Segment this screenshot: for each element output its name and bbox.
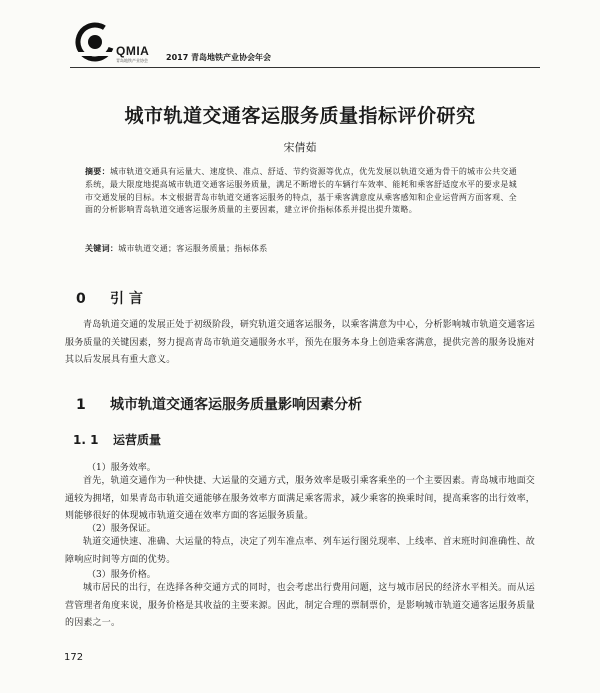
conference-title: 2017 青岛地铁产业协会年会 bbox=[166, 53, 272, 62]
item-3-label: （3）服务价格。 bbox=[87, 570, 156, 580]
item-1-label: （1）服务效率。 bbox=[87, 463, 156, 473]
subsection-number: 1. 1 bbox=[73, 433, 99, 447]
subsection-1-1-heading bbox=[73, 431, 161, 448]
section-title: 城市轨道交通客运服务质量影响因素分析 bbox=[110, 397, 362, 413]
item-3-paragraph: 城市居民的出行，在选择各种交通方式的同时，也会考虑出行费用问题，这与城市居民的经济水平相关。而从运营管理者角度来说，服务价格是其收益的主要来源。因此，制定合理的票制票价，是影响城市轨道交通客运服务质量的因素之一。 bbox=[65, 583, 535, 628]
item-2-label: （2）服务保证。 bbox=[87, 524, 156, 534]
keywords-text: 城市轨道交通；客运服务质量；指标体系 bbox=[118, 244, 268, 253]
keywords-label: 关键词： bbox=[85, 243, 119, 253]
section-0-paragraph: 青岛轨道交通的发展正处于初级阶段，研究轨道交通客运服务，以乘客满意为中心，分析影响城市轨道交通客运服务质量的关键因素，努力提高青岛市轨道交通服务水平，预先在服务本身上创造乘客满意，提供完善的服务设施对其以后发展具有重大意义。 bbox=[65, 320, 535, 365]
abstract bbox=[85, 165, 517, 217]
subsection-title: 运营质量 bbox=[113, 433, 162, 447]
keywords bbox=[85, 243, 517, 254]
qmia-logo-icon bbox=[73, 22, 117, 62]
section-0-heading bbox=[76, 288, 143, 308]
logo-subtitle: 青岛地铁产业协会 bbox=[116, 58, 148, 63]
section-title: 引 言 bbox=[110, 291, 143, 307]
item-2-paragraph: 轨道交通快速、准确、大运量的特点，决定了列车准点率、列车运行图兑现率、上线率、首末班时间准确性、故障响应时间等方面的优势。 bbox=[65, 537, 535, 565]
paper-title: 城市轨道交通客运服务质量指标评价研究 bbox=[124, 105, 476, 127]
item-1-paragraph: 首先，轨道交通作为一种快捷、大运量的交通方式，服务效率是吸引乘客乘坐的一个主要因素。青岛城市地面交通较为拥堵，如果青岛市轨道交通能够在服务效率方面满足乘客需求，减少乘客的换乘时间，提高乘客的出行效率，则能够很好的体现城市轨道交通在效率方面的客运服务质量。 bbox=[65, 476, 535, 521]
section-1-heading bbox=[76, 394, 362, 414]
header-rule bbox=[70, 67, 540, 68]
logo-text: QMIA bbox=[116, 44, 150, 58]
author-name: 宋倩茹 bbox=[283, 141, 317, 154]
section-number: 1 bbox=[76, 397, 86, 413]
abstract-text: 城市轨道交通具有运量大、速度快、准点、舒适、节约资源等优点，优先发展以轨道交通为骨干的城市公共交通系统，最大限度地提高城市轨道交通客运服务质量，满足不断增长的车辆行车效率、能耗和乘客舒适度水平的要求是城市交通发展的目标。本文根据青岛市轨道交通客运服务的特点，基于乘客满意度从乘客感知和企业运营两方面客观、全面的分析影响青岛轨道交通客运服务质量的主要因素，建立评价指标体系并提出提升策略。 bbox=[85, 167, 517, 215]
section-number: 0 bbox=[76, 291, 86, 307]
page-number: 172 bbox=[64, 652, 84, 663]
abstract-label: 摘要： bbox=[85, 166, 110, 176]
